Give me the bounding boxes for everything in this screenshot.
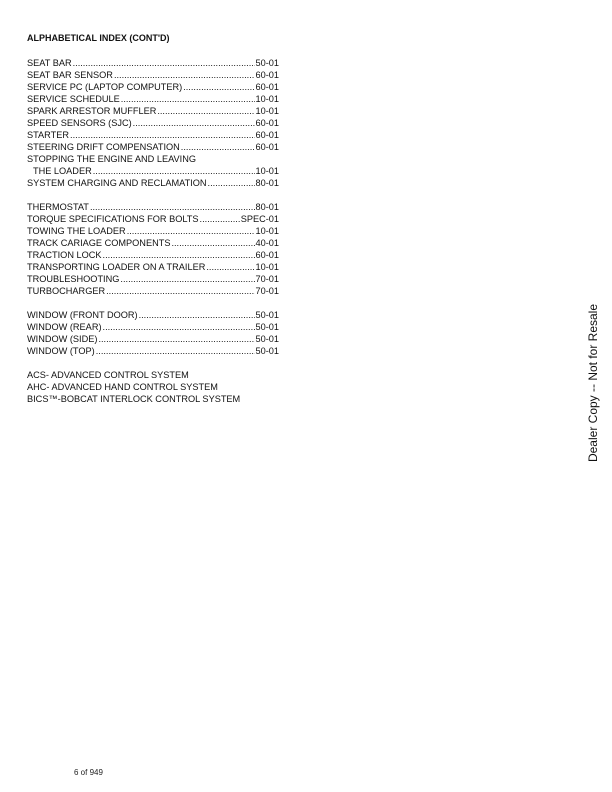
index-title: ALPHABETICAL INDEX (CONT'D) — [27, 33, 170, 43]
dot-leader — [133, 117, 255, 129]
entry-page: 80-01 — [255, 202, 279, 212]
entry-term: TRACTION LOCK — [27, 250, 102, 260]
index-entry — [27, 105, 279, 117]
entry-page: 10-01 — [255, 226, 279, 236]
entry-page: 60-01 — [255, 82, 279, 92]
index-entry — [27, 225, 279, 237]
entry-page: 10-01 — [255, 262, 279, 272]
entry-term: TOWING THE LOADER — [27, 226, 126, 236]
entry-term: WINDOW (TOP) — [27, 346, 95, 356]
index-entry — [27, 129, 279, 141]
index-entry — [27, 201, 279, 213]
dot-leader — [120, 273, 254, 285]
index-entry — [27, 165, 279, 177]
entry-term: SYSTEM CHARGING AND RECLAMATION — [27, 178, 207, 188]
entry-term: SERVICE SCHEDULE — [27, 94, 120, 104]
abbreviation-item: BICS™-BOBCAT INTERLOCK CONTROL SYSTEM — [27, 394, 241, 405]
entry-page: 10-01 — [255, 94, 279, 104]
index-entry — [27, 141, 279, 153]
entry-term: TROUBLESHOOTING — [27, 274, 120, 284]
entry-term: TURBOCHARGER — [27, 286, 106, 296]
entry-page: 50-01 — [255, 334, 279, 344]
dot-leader — [157, 105, 254, 117]
dot-leader — [183, 81, 254, 93]
dot-leader — [171, 237, 254, 249]
index-entry — [27, 117, 279, 129]
alphabetical-index — [27, 33, 279, 406]
index-entry — [27, 333, 279, 345]
dot-leader — [103, 321, 255, 333]
entry-term: SEAT BAR SENSOR — [27, 70, 113, 80]
dot-leader — [200, 213, 240, 225]
index-entry — [27, 285, 279, 297]
abbreviation-item: ACS- ADVANCED CONTROL SYSTEM — [27, 370, 189, 380]
dot-leader — [96, 345, 255, 357]
entry-term: SPARK ARRESTOR MUFFLER — [27, 106, 157, 116]
dot-leader — [93, 165, 255, 177]
entry-term: TORQUE SPECIFICATIONS FOR BOLTS — [27, 214, 199, 224]
index-group-w — [27, 309, 279, 357]
entry-term: STEERING DRIFT COMPENSATION — [27, 142, 180, 152]
entry-term: SERVICE PC (LAPTOP COMPUTER) — [27, 82, 183, 92]
abbreviation-item: AHC- ADVANCED HAND CONTROL SYSTEM — [27, 382, 218, 393]
index-entry — [27, 237, 279, 249]
entry-page: 70-01 — [255, 286, 279, 296]
dot-leader — [139, 309, 255, 321]
entry-page: 50-01 — [255, 58, 279, 68]
index-entry — [27, 81, 279, 93]
entry-term: WINDOW (FRONT DOOR) — [27, 310, 138, 320]
index-entry — [27, 93, 279, 105]
entry-page: SPEC-01 — [240, 214, 279, 224]
dot-leader — [206, 261, 254, 273]
dot-leader — [127, 225, 255, 237]
entry-page: 10-01 — [255, 106, 279, 116]
dot-leader — [106, 285, 254, 297]
entry-page: 80-01 — [255, 178, 279, 188]
dot-leader — [181, 141, 255, 153]
dot-leader — [98, 333, 254, 345]
entry-term: WINDOW (SIDE) — [27, 334, 98, 344]
entry-term: TRANSPORTING LOADER ON A TRAILER — [27, 262, 206, 272]
index-group-t — [27, 201, 279, 297]
dot-leader — [70, 129, 254, 141]
index-entry — [27, 213, 279, 225]
index-entry — [27, 321, 279, 333]
index-entry — [27, 309, 279, 321]
index-entry — [27, 57, 279, 69]
entry-page: 60-01 — [255, 250, 279, 260]
entry-page: 40-01 — [255, 238, 279, 248]
entry-page: 50-01 — [255, 310, 279, 320]
index-entry — [27, 249, 279, 261]
entry-term: THE LOADER — [33, 166, 92, 176]
dot-leader — [121, 93, 255, 105]
dot-leader — [208, 177, 255, 189]
entry-term: TRACK CARIAGE COMPONENTS — [27, 238, 171, 248]
dealer-copy-watermark: Dealer Copy -- Not for Resale — [586, 303, 600, 463]
entry-page: 10-01 — [255, 166, 279, 176]
entry-term: THERMOSTAT — [27, 202, 89, 212]
index-entry — [27, 261, 279, 273]
abbreviation-list — [27, 369, 279, 406]
entry-page: 50-01 — [255, 346, 279, 356]
entry-page: 70-01 — [255, 274, 279, 284]
entry-page: 60-01 — [255, 142, 279, 152]
entry-page: 50-01 — [255, 322, 279, 332]
entry-page: 60-01 — [255, 130, 279, 140]
index-entry — [27, 345, 279, 357]
index-entry — [27, 177, 279, 189]
entry-term: SEAT BAR — [27, 58, 72, 68]
entry-page: 60-01 — [255, 118, 279, 128]
dot-leader — [73, 57, 255, 69]
index-entry — [27, 273, 279, 285]
dot-leader — [103, 249, 255, 261]
entry-term: WINDOW (REAR) — [27, 322, 102, 332]
page-number: 6 of 949 — [74, 768, 103, 777]
entry-term: SPEED SENSORS (SJC) — [27, 118, 132, 128]
dot-leader — [90, 201, 255, 213]
entry-page: 60-01 — [255, 70, 279, 80]
index-entry — [27, 69, 279, 81]
entry-term: STARTER — [27, 130, 70, 140]
index-group-s — [27, 57, 279, 189]
dot-leader — [114, 69, 255, 81]
entry-term-line1: STOPPING THE ENGINE AND LEAVING — [27, 154, 196, 164]
